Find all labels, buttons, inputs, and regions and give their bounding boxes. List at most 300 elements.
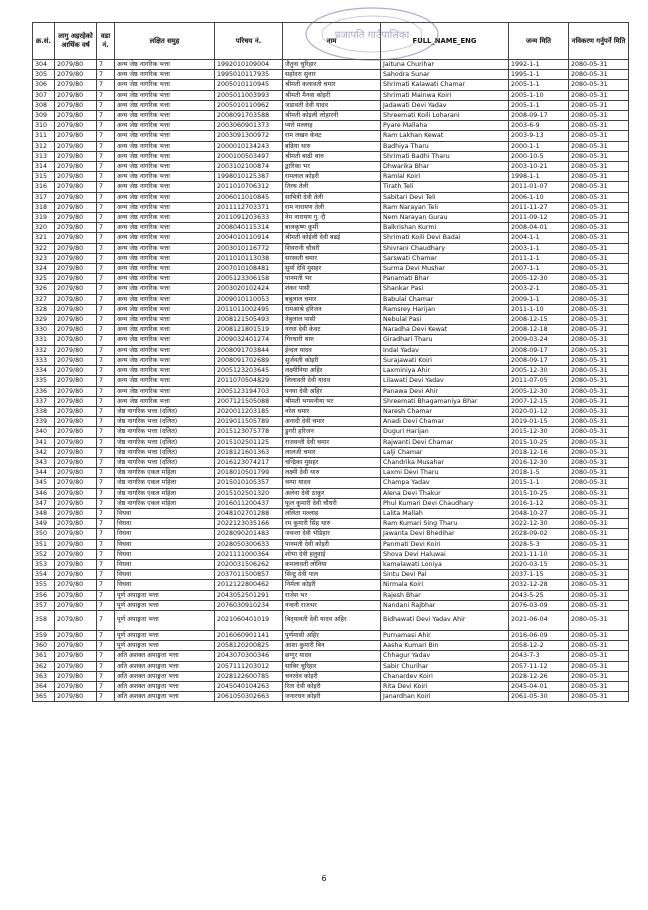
cell-ward: 7 bbox=[97, 355, 115, 365]
cell-id-number: 2048102701288 bbox=[215, 508, 283, 518]
cell-serial: 333 bbox=[33, 355, 55, 365]
cell-id-number: 2028122600785 bbox=[215, 671, 283, 681]
cell-fiscal-year: 2079/80 bbox=[55, 355, 97, 365]
cell-id-number: 2037011500857 bbox=[215, 570, 283, 580]
table-row bbox=[33, 284, 629, 294]
table-row bbox=[33, 213, 629, 223]
cell-name: राजवन्ती देवी चमार bbox=[283, 437, 381, 447]
cell-dob: 2020-03-15 bbox=[509, 559, 569, 569]
cell-name: निर्मला कोइरी bbox=[283, 580, 381, 590]
cell-ward: 7 bbox=[97, 498, 115, 508]
table-row bbox=[33, 60, 629, 70]
cell-full-name-eng: Bidhawati Devi Yadav Ahir bbox=[381, 610, 509, 630]
table-row bbox=[33, 651, 629, 661]
table-row bbox=[33, 223, 629, 233]
table-row bbox=[33, 172, 629, 182]
table-row bbox=[33, 294, 629, 304]
cell-target-group: अन्य जेष्ठ नागरिक भत्ता bbox=[115, 151, 215, 161]
cell-id-number: 2015123075778 bbox=[215, 427, 283, 437]
cell-full-name-eng: Shova Devi Haluwai bbox=[381, 549, 509, 559]
cell-serial: 352 bbox=[33, 549, 55, 559]
cell-id-number: 2005010110945 bbox=[215, 80, 283, 90]
cell-dob: 2015-12-30 bbox=[509, 427, 569, 437]
cell-full-name-eng: Lalita Mallah bbox=[381, 508, 509, 518]
cell-fiscal-year: 2079/80 bbox=[55, 172, 97, 182]
cell-renewal-date: 2080-05-31 bbox=[569, 671, 629, 681]
cell-ward: 7 bbox=[97, 304, 115, 314]
table-row bbox=[33, 539, 629, 549]
cell-full-name-eng: Badhiya Tharu bbox=[381, 141, 509, 151]
cell-serial: 325 bbox=[33, 274, 55, 284]
table-row bbox=[33, 641, 629, 651]
cell-serial: 355 bbox=[33, 580, 55, 590]
cell-serial: 356 bbox=[33, 590, 55, 600]
cell-serial: 340 bbox=[33, 427, 55, 437]
table-row bbox=[33, 366, 629, 376]
cell-dob: 2011-11-27 bbox=[509, 202, 569, 212]
cell-id-number: 2011091203633 bbox=[215, 213, 283, 223]
cell-name: सिन्टु देवी पाल bbox=[283, 570, 381, 580]
cell-full-name-eng: Lilawati Devi Yadav bbox=[381, 376, 509, 386]
table-row bbox=[33, 335, 629, 345]
cell-ward: 7 bbox=[97, 386, 115, 396]
cell-renewal-date: 2080-05-31 bbox=[569, 508, 629, 518]
table-row bbox=[33, 671, 629, 681]
cell-ward: 7 bbox=[97, 529, 115, 539]
cell-serial: 350 bbox=[33, 529, 55, 539]
cell-id-number: 2018010501799 bbox=[215, 468, 283, 478]
cell-dob: 2003-6-9 bbox=[509, 121, 569, 131]
cell-serial: 348 bbox=[33, 508, 55, 518]
cell-full-name-eng: Ram Kumari Sing Tharu bbox=[381, 519, 509, 529]
cell-ward: 7 bbox=[97, 80, 115, 90]
cell-fiscal-year: 2079/80 bbox=[55, 630, 97, 640]
cell-serial: 307 bbox=[33, 90, 55, 100]
cell-id-number: 2009032401274 bbox=[215, 335, 283, 345]
cell-ward: 7 bbox=[97, 610, 115, 630]
cell-id-number: 2003091300972 bbox=[215, 131, 283, 141]
cell-id-number: 2016123074217 bbox=[215, 457, 283, 467]
cell-name: लिलावती देवी यादव bbox=[283, 376, 381, 386]
table-row bbox=[33, 417, 629, 427]
cell-serial: 328 bbox=[33, 304, 55, 314]
cell-name: तिरथ तेली bbox=[283, 182, 381, 192]
beneficiary-table bbox=[32, 22, 629, 702]
cell-fiscal-year: 2079/80 bbox=[55, 468, 97, 478]
header-serial: क्र.सं. bbox=[33, 23, 55, 60]
cell-ward: 7 bbox=[97, 172, 115, 182]
cell-full-name-eng: Nandani Rajbhar bbox=[381, 600, 509, 610]
cell-fiscal-year: 2079/80 bbox=[55, 264, 97, 274]
cell-fiscal-year: 2079/80 bbox=[55, 590, 97, 600]
cell-name: बालकृष्ण कुर्मी bbox=[283, 223, 381, 233]
cell-name: छग्गुर यादव bbox=[283, 651, 381, 661]
cell-dob: 1995-1-1 bbox=[509, 70, 569, 80]
cell-ward: 7 bbox=[97, 692, 115, 702]
cell-fiscal-year: 2079/80 bbox=[55, 580, 97, 590]
cell-target-group: अति अशक्त अपाङ्गता भत्ता bbox=[115, 651, 215, 661]
cell-name: नेम नारायण गुर्ौ bbox=[283, 213, 381, 223]
cell-full-name-eng: Surajawati Koiri bbox=[381, 355, 509, 365]
table-row bbox=[33, 162, 629, 172]
cell-fiscal-year: 2079/80 bbox=[55, 100, 97, 110]
cell-dob: 2011-07-05 bbox=[509, 376, 569, 386]
cell-ward: 7 bbox=[97, 100, 115, 110]
cell-dob: 2048-10-27 bbox=[509, 508, 569, 518]
table-row bbox=[33, 264, 629, 274]
cell-ward: 7 bbox=[97, 141, 115, 151]
cell-serial: 326 bbox=[33, 284, 55, 294]
cell-target-group: अति अशक्त अपाङ्गता भत्ता bbox=[115, 661, 215, 671]
cell-full-name-eng: Nirmala Koiri bbox=[381, 580, 509, 590]
cell-serial: 314 bbox=[33, 162, 55, 172]
cell-fiscal-year: 2079/80 bbox=[55, 151, 97, 161]
cell-dob: 2005-1-1 bbox=[509, 100, 569, 110]
cell-fiscal-year: 2079/80 bbox=[55, 478, 97, 488]
beneficiary-list-sheet bbox=[32, 22, 628, 702]
table-row bbox=[33, 100, 629, 110]
table-row bbox=[33, 529, 629, 539]
table-body bbox=[33, 60, 629, 702]
cell-fiscal-year: 2079/80 bbox=[55, 417, 97, 427]
cell-serial: 322 bbox=[33, 243, 55, 253]
cell-ward: 7 bbox=[97, 376, 115, 386]
table-row bbox=[33, 111, 629, 121]
table-row bbox=[33, 600, 629, 610]
cell-ward: 7 bbox=[97, 590, 115, 600]
cell-ward: 7 bbox=[97, 427, 115, 437]
cell-fiscal-year: 2079/80 bbox=[55, 162, 97, 172]
cell-ward: 7 bbox=[97, 671, 115, 681]
cell-serial: 315 bbox=[33, 172, 55, 182]
table-row bbox=[33, 406, 629, 416]
cell-id-number: 2045040104263 bbox=[215, 681, 283, 691]
cell-id-number: 2008091703588 bbox=[215, 111, 283, 121]
cell-fiscal-year: 2079/80 bbox=[55, 498, 97, 508]
cell-fiscal-year: 2079/80 bbox=[55, 315, 97, 325]
cell-dob: 2011-1-1 bbox=[509, 253, 569, 263]
cell-full-name-eng: Shrimati Badhi Tharu bbox=[381, 151, 509, 161]
cell-serial: 316 bbox=[33, 182, 55, 192]
cell-fiscal-year: 2079/80 bbox=[55, 427, 97, 437]
cell-target-group: अन्य जेष्ठ नागरिक भत्ता bbox=[115, 253, 215, 263]
cell-dob: 2011-01-07 bbox=[509, 182, 569, 192]
cell-renewal-date: 2080-05-31 bbox=[569, 243, 629, 253]
cell-target-group: अन्य जेष्ठ नागरिक भत्ता bbox=[115, 325, 215, 335]
cell-id-number: 2028090201483 bbox=[215, 529, 283, 539]
cell-id-number: 2005123194703 bbox=[215, 386, 283, 396]
cell-serial: 318 bbox=[33, 202, 55, 212]
cell-name: ललिता मल्लाह bbox=[283, 508, 381, 518]
cell-id-number: 2015102501125 bbox=[215, 437, 283, 447]
cell-renewal-date: 2080-05-31 bbox=[569, 60, 629, 70]
cell-full-name-eng: Chanardev Koiri bbox=[381, 671, 509, 681]
cell-full-name-eng: Duguri Harijan bbox=[381, 427, 509, 437]
cell-id-number: 2018121601363 bbox=[215, 447, 283, 457]
cell-name: जनारधन कोइरी bbox=[283, 692, 381, 702]
cell-target-group: अन्य जेष्ठ नागरिक भत्ता bbox=[115, 264, 215, 274]
cell-ward: 7 bbox=[97, 345, 115, 355]
cell-fiscal-year: 2079/80 bbox=[55, 437, 97, 447]
cell-dob: 2005-1-1 bbox=[509, 80, 569, 90]
cell-serial: 323 bbox=[33, 253, 55, 263]
cell-renewal-date: 2080-05-31 bbox=[569, 498, 629, 508]
cell-dob: 2028-09-02 bbox=[509, 529, 569, 539]
cell-serial: 361 bbox=[33, 651, 55, 661]
cell-name: अनादी देवी चमार bbox=[283, 417, 381, 427]
table-row bbox=[33, 519, 629, 529]
cell-target-group: अन्य जेष्ठ नागरिक भत्ता bbox=[115, 243, 215, 253]
cell-full-name-eng: Janardhan Koiri bbox=[381, 692, 509, 702]
cell-full-name-eng: Nebulal Pasi bbox=[381, 315, 509, 325]
cell-target-group: अन्य जेष्ठ नागरिक भत्ता bbox=[115, 141, 215, 151]
cell-target-group: पूर्ण अपाङ्गता भत्ता bbox=[115, 610, 215, 630]
cell-renewal-date: 2080-05-31 bbox=[569, 661, 629, 671]
cell-dob: 2021-06-04 bbox=[509, 610, 569, 630]
cell-serial: 353 bbox=[33, 559, 55, 569]
cell-serial: 336 bbox=[33, 386, 55, 396]
cell-ward: 7 bbox=[97, 202, 115, 212]
cell-target-group: जेष्ठ नागरिक एकल महिला bbox=[115, 488, 215, 498]
cell-target-group: जेष्ठ नागरिक भत्ता (दलित) bbox=[115, 437, 215, 447]
table-row bbox=[33, 508, 629, 518]
cell-full-name-eng: Sabitari Devi Teli bbox=[381, 192, 509, 202]
cell-id-number: 2015102501320 bbox=[215, 488, 283, 498]
cell-dob: 2005-12-30 bbox=[509, 274, 569, 284]
cell-name: गिरधारी थारु bbox=[283, 335, 381, 345]
cell-full-name-eng: Sintu Devi Pal bbox=[381, 570, 509, 580]
cell-serial: 351 bbox=[33, 539, 55, 549]
cell-target-group: अन्य जेष्ठ नागरिक भत्ता bbox=[115, 366, 215, 376]
cell-serial: 363 bbox=[33, 671, 55, 681]
cell-renewal-date: 2080-05-31 bbox=[569, 468, 629, 478]
cell-full-name-eng: Balkrishan Kurmi bbox=[381, 223, 509, 233]
cell-ward: 7 bbox=[97, 315, 115, 325]
cell-target-group: विधवा bbox=[115, 570, 215, 580]
cell-fiscal-year: 2079/80 bbox=[55, 396, 97, 406]
cell-fiscal-year: 2079/80 bbox=[55, 243, 97, 253]
cell-dob: 2005-12-30 bbox=[509, 366, 569, 376]
cell-target-group: विधवा bbox=[115, 508, 215, 518]
cell-target-group: जेष्ठ नागरिक भत्ता (दलित) bbox=[115, 417, 215, 427]
cell-id-number: 2006011010845 bbox=[215, 192, 283, 202]
cell-ward: 7 bbox=[97, 60, 115, 70]
cell-fiscal-year: 2079/80 bbox=[55, 661, 97, 671]
cell-id-number: 2007010108481 bbox=[215, 264, 283, 274]
cell-id-number: 2008091702689 bbox=[215, 355, 283, 365]
cell-renewal-date: 2080-05-31 bbox=[569, 233, 629, 243]
cell-dob: 2043-7-3 bbox=[509, 651, 569, 661]
cell-name: पुर्णमासी अहिर bbox=[283, 630, 381, 640]
cell-renewal-date: 2080-05-31 bbox=[569, 111, 629, 121]
cell-name: श्रीमती कलावती चमार bbox=[283, 80, 381, 90]
cell-fiscal-year: 2079/80 bbox=[55, 192, 97, 202]
cell-dob: 1998-1-1 bbox=[509, 172, 569, 182]
header-name: नाम bbox=[283, 23, 381, 60]
cell-serial: 324 bbox=[33, 264, 55, 274]
cell-full-name-eng: Laxminiya Ahir bbox=[381, 366, 509, 376]
cell-serial: 338 bbox=[33, 406, 55, 416]
cell-fiscal-year: 2079/80 bbox=[55, 294, 97, 304]
cell-name: श्रीमती कोईली देवी बढई bbox=[283, 233, 381, 243]
cell-id-number: 2008121801519 bbox=[215, 325, 283, 335]
cell-full-name-eng: Sahodra Sunar bbox=[381, 70, 509, 80]
cell-fiscal-year: 2079/80 bbox=[55, 549, 97, 559]
cell-dob: 2018-12-16 bbox=[509, 447, 569, 457]
cell-ward: 7 bbox=[97, 264, 115, 274]
cell-dob: 2057-11-12 bbox=[509, 661, 569, 671]
cell-serial: 354 bbox=[33, 570, 55, 580]
cell-full-name-eng: Rita Devi Koiri bbox=[381, 681, 509, 691]
cell-dob: 2000-10-5 bbox=[509, 151, 569, 161]
cell-fiscal-year: 2079/80 bbox=[55, 284, 97, 294]
cell-serial: 342 bbox=[33, 447, 55, 457]
cell-target-group: विधवा bbox=[115, 539, 215, 549]
cell-fiscal-year: 2079/80 bbox=[55, 253, 97, 263]
cell-renewal-date: 2080-05-31 bbox=[569, 630, 629, 640]
cell-dob: 2020-01-12 bbox=[509, 406, 569, 416]
header-fiscal-year: लागु अइरहेको आर्थिक वर्ष bbox=[55, 23, 97, 60]
cell-dob: 1992-1-1 bbox=[509, 60, 569, 70]
cell-target-group: विधवा bbox=[115, 529, 215, 539]
cell-renewal-date: 2080-05-31 bbox=[569, 202, 629, 212]
table-row bbox=[33, 70, 629, 80]
cell-ward: 7 bbox=[97, 151, 115, 161]
cell-ward: 7 bbox=[97, 90, 115, 100]
cell-name: साबित्री देवी तेली bbox=[283, 192, 381, 202]
cell-fiscal-year: 2079/80 bbox=[55, 570, 97, 580]
cell-id-number: 2003060901373 bbox=[215, 121, 283, 131]
cell-id-number: 2057111203012 bbox=[215, 661, 283, 671]
cell-name: सुर्जवती कोइरी bbox=[283, 355, 381, 365]
table-row bbox=[33, 304, 629, 314]
cell-full-name-eng: Dhwarika Bhar bbox=[381, 162, 509, 172]
cell-ward: 7 bbox=[97, 519, 115, 529]
cell-ward: 7 bbox=[97, 559, 115, 569]
cell-renewal-date: 2080-05-31 bbox=[569, 570, 629, 580]
cell-fiscal-year: 2079/80 bbox=[55, 457, 97, 467]
cell-fiscal-year: 2079/80 bbox=[55, 141, 97, 151]
cell-ward: 7 bbox=[97, 182, 115, 192]
cell-id-number: 2003020102424 bbox=[215, 284, 283, 294]
cell-serial: 327 bbox=[33, 294, 55, 304]
cell-dob: 2011-09-12 bbox=[509, 213, 569, 223]
cell-target-group: अति अशक्त अपाङ्गता भत्ता bbox=[115, 692, 215, 702]
cell-ward: 7 bbox=[97, 570, 115, 580]
cell-full-name-eng: Naresh Chamar bbox=[381, 406, 509, 416]
table-row bbox=[33, 559, 629, 569]
cell-name: राजेश भर bbox=[283, 590, 381, 600]
cell-id-number: 2043070300346 bbox=[215, 651, 283, 661]
cell-fiscal-year: 2079/80 bbox=[55, 488, 97, 498]
cell-ward: 7 bbox=[97, 488, 115, 498]
cell-serial: 349 bbox=[33, 519, 55, 529]
cell-name: शंकर पासी bbox=[283, 284, 381, 294]
cell-renewal-date: 2080-05-31 bbox=[569, 549, 629, 559]
cell-fiscal-year: 2079/80 bbox=[55, 304, 97, 314]
cell-id-number: 2003102100874 bbox=[215, 162, 283, 172]
cell-ward: 7 bbox=[97, 335, 115, 345]
cell-dob: 2021-11-10 bbox=[509, 549, 569, 559]
page-number: 6 bbox=[321, 874, 327, 883]
table-row bbox=[33, 570, 629, 580]
header-id-number: परिचय नं. bbox=[215, 23, 283, 60]
cell-ward: 7 bbox=[97, 243, 115, 253]
cell-full-name-eng: Tirath Teli bbox=[381, 182, 509, 192]
svg-text:प्रजापति गाउँपालिका: प्रजापति गाउँपालिका bbox=[334, 30, 410, 41]
cell-full-name-eng: Ram Narayan Teli bbox=[381, 202, 509, 212]
cell-id-number: 2020031506262 bbox=[215, 559, 283, 569]
cell-target-group: अन्य जेष्ठ नागरिक भत्ता bbox=[115, 376, 215, 386]
cell-full-name-eng: Panmati Devi Koiri bbox=[381, 539, 509, 549]
cell-fiscal-year: 2079/80 bbox=[55, 274, 97, 284]
cell-id-number: 2011011002495 bbox=[215, 304, 283, 314]
cell-full-name-eng: Ram Lakhan Kewat bbox=[381, 131, 509, 141]
cell-serial: 312 bbox=[33, 141, 55, 151]
cell-renewal-date: 2080-05-31 bbox=[569, 366, 629, 376]
cell-renewal-date: 2080-05-31 bbox=[569, 325, 629, 335]
cell-id-number: 2061050302663 bbox=[215, 692, 283, 702]
cell-ward: 7 bbox=[97, 111, 115, 121]
cell-id-number: 2005010110962 bbox=[215, 100, 283, 110]
cell-id-number: 2005123306158 bbox=[215, 274, 283, 284]
cell-ward: 7 bbox=[97, 294, 115, 304]
table-row bbox=[33, 253, 629, 263]
cell-serial: 320 bbox=[33, 223, 55, 233]
cell-dob: 2008-04-01 bbox=[509, 223, 569, 233]
table-row bbox=[33, 121, 629, 131]
table-row bbox=[33, 590, 629, 600]
cell-renewal-date: 2080-05-31 bbox=[569, 192, 629, 202]
cell-serial: 334 bbox=[33, 366, 55, 376]
cell-fiscal-year: 2079/80 bbox=[55, 80, 97, 90]
cell-target-group: अन्य जेष्ठ नागरिक भत्ता bbox=[115, 223, 215, 233]
cell-dob: 2003-2-1 bbox=[509, 284, 569, 294]
cell-renewal-date: 2080-05-31 bbox=[569, 335, 629, 345]
cell-name: पानमती देवी कोइरी bbox=[283, 539, 381, 549]
cell-target-group: जेष्ठ नागरिक भत्ता (दलित) bbox=[115, 447, 215, 457]
cell-full-name-eng: Lalji Chamar bbox=[381, 447, 509, 457]
cell-serial: 365 bbox=[33, 692, 55, 702]
cell-full-name-eng: Rajwanti Devi Chamar bbox=[381, 437, 509, 447]
cell-ward: 7 bbox=[97, 681, 115, 691]
cell-fiscal-year: 2079/80 bbox=[55, 671, 97, 681]
cell-ward: 7 bbox=[97, 417, 115, 427]
cell-renewal-date: 2080-05-31 bbox=[569, 692, 629, 702]
cell-full-name-eng: Shreemati Bhagamaniya Bhar bbox=[381, 396, 509, 406]
cell-target-group: अन्य जेष्ठ नागरिक भत्ता bbox=[115, 386, 215, 396]
cell-renewal-date: 2080-05-31 bbox=[569, 600, 629, 610]
cell-full-name-eng: Pyare Mallaha bbox=[381, 121, 509, 131]
cell-ward: 7 bbox=[97, 641, 115, 651]
cell-dob: 2015-1-1 bbox=[509, 478, 569, 488]
cell-serial: 358 bbox=[33, 610, 55, 630]
table-row bbox=[33, 233, 629, 243]
cell-dob: 2006-1-10 bbox=[509, 192, 569, 202]
cell-id-number: 2020011203185 bbox=[215, 406, 283, 416]
cell-ward: 7 bbox=[97, 70, 115, 80]
cell-ward: 7 bbox=[97, 539, 115, 549]
cell-dob: 2008-09-17 bbox=[509, 111, 569, 121]
cell-id-number: 2000100503497 bbox=[215, 151, 283, 161]
cell-full-name-eng: Shrimati Koili Devi Badai bbox=[381, 233, 509, 243]
cell-renewal-date: 2080-05-31 bbox=[569, 151, 629, 161]
cell-dob: 2076-03-09 bbox=[509, 600, 569, 610]
cell-target-group: अन्य जेष्ठ नागरिक भत्ता bbox=[115, 111, 215, 121]
cell-serial: 341 bbox=[33, 437, 55, 447]
cell-target-group: पूर्ण अपाङ्गता भत्ता bbox=[115, 641, 215, 651]
table-row bbox=[33, 274, 629, 284]
